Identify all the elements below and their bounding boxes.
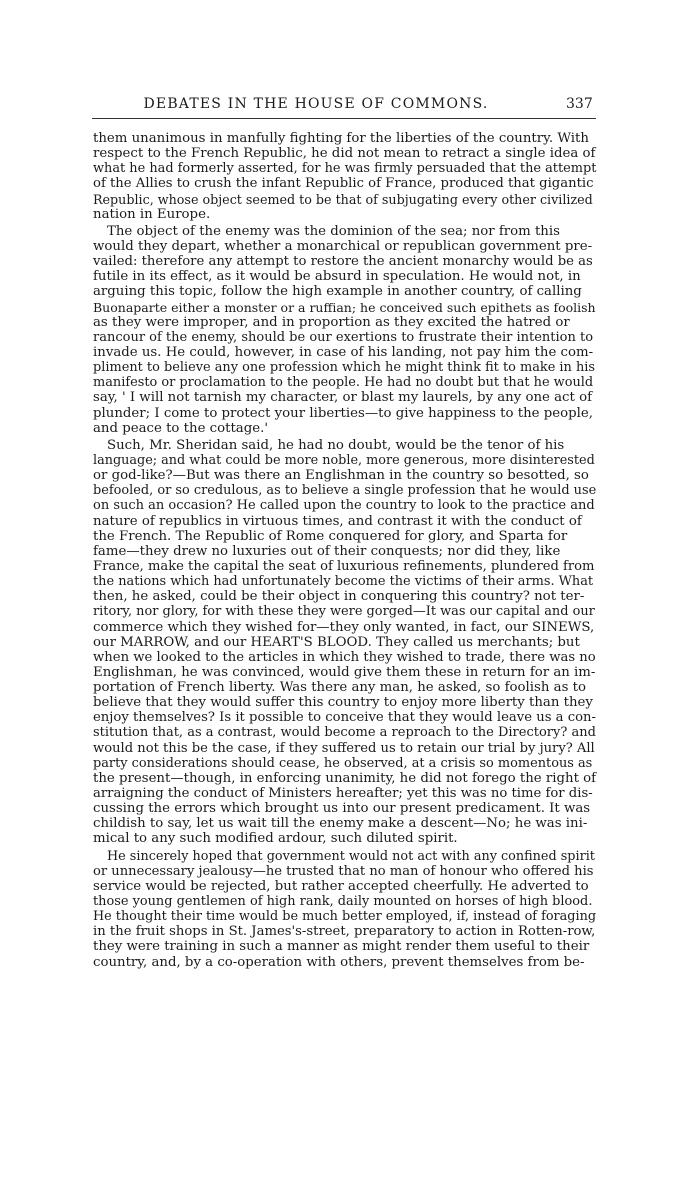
text-line: or god-like?—But was there an Englishman in the country so besotted, so [93, 468, 589, 484]
text-line: rancour of the enemy, should be our exertions to frustrate their intention to [93, 329, 594, 345]
paragraph [93, 131, 596, 222]
text-line: would not this be the case, if they suffered us to retain our trial by jury? All [93, 740, 595, 756]
text-line: plunder; I come to protect your liberties—to give happiness to the people, [93, 405, 593, 421]
text-line: arraigning the conduct of Ministers hereafter; yet this was no time for dis- [93, 786, 593, 802]
text-line: service would be rejected, but rather accepted cheerfully. He adverted to [93, 878, 589, 894]
text-line: and peace to the cottage.' [93, 420, 268, 436]
text-line: would they depart, whether a monarchical or republican government pre- [93, 238, 593, 254]
text-line: cussing the errors which brought us into our present predicament. It was [93, 801, 591, 817]
paragraph [93, 224, 596, 436]
text-line: country, and, by a co-operation with others, prevent themselves from be- [93, 954, 585, 970]
running-title: DEBATES IN THE HOUSE OF COMMONS. [143, 96, 489, 112]
text-line: commerce which they wished for—they only wanted, in fact, our SINEWS, [93, 619, 595, 635]
text-line: portation of French liberty. Was there any man, he asked, so foolish as to [93, 680, 586, 696]
text-line: nature of republics in virtuous times, and contrast it with the conduct of [93, 513, 582, 529]
text-line: mical to any such modified ardour, such diluted spirit. [93, 831, 458, 847]
text-line: the French. The Republic of Rome conquered for glory, and Sparta for [93, 528, 568, 544]
text-line: as they were improper, and in proportion as they excited the hatred or [93, 314, 570, 330]
text-line: say, ' I will not tarnish my character, or blast my laurels, by any one act of [93, 390, 592, 406]
text-line: fame—they drew no luxuries out of their conquests; nor did they, like [93, 543, 561, 559]
text-line: Such, Mr. Sheridan said, he had no doubt, would be the tenor of his [107, 437, 565, 453]
text-line: ritory, nor glory, for with these they were gorged—It was our capital and our [93, 604, 595, 620]
text-line: enjoy themselves? Is it possible to conceive that they would leave us a con- [93, 710, 596, 726]
text-line: when we looked to the articles in which they wished to trade, there was no [93, 649, 596, 665]
body-text [93, 131, 596, 970]
text-line: befooled, or so credulous, as to believe a single profession that he would use [93, 483, 597, 499]
paragraph [93, 849, 596, 970]
text-line: invade us. He could, however, in case of his landing, not pay him the com- [93, 344, 594, 360]
text-line: arguing this topic, follow the high example in another country, of calling [93, 284, 582, 300]
text-line: the nations which had unfortunately become the victims of their arms. What [93, 574, 594, 590]
text-line: Republic, whose object seemed to be that of subjugating every other civilized [93, 191, 593, 207]
text-line: language; and what could be more noble, more generous, more disinterested [93, 452, 595, 468]
text-line: respect to the French Republic, he did not mean to retract a single idea of [93, 146, 596, 162]
text-line: The object of the enemy was the dominion of the sea; nor from this [107, 223, 560, 239]
paragraph [93, 438, 596, 847]
text-line: or unnecessary jealousy—he trusted that no man of honour who offered his [93, 863, 594, 879]
text-line: party considerations should cease, he observed, at a crisis so momentous as [93, 755, 593, 771]
text-line: nation in Europe. [93, 206, 211, 222]
text-line: France, make the capital the seat of luxurious refinements, plundered from [93, 558, 595, 574]
text-line: our MARROW, and our HEART'S BLOOD. They called us merchants; but [93, 634, 580, 650]
page-header [0, 96, 694, 118]
page-number: 337 [566, 96, 593, 112]
text-line: Englishman, he was convinced, would give them these in return for an im- [93, 664, 596, 680]
text-line: of the Allies to crush the infant Republic of France, produced that gigantic [93, 176, 594, 192]
text-line: futile in its effect, as it would be absurd in speculation. He would not, in [93, 269, 581, 285]
text-line: them unanimous in manfully fighting for the liberties of the country. With [93, 131, 589, 146]
text-line: they were training in such a manner as might render them useful to their [93, 939, 590, 955]
text-line: manifesto or proclamation to the people. He had no doubt but that he would [93, 375, 594, 391]
text-line: pliment to believe any one profession which he might think fit to make in his [93, 360, 595, 376]
text-line: in the fruit shops in St. James's-street, preparatory to action in Rotten-row, [93, 924, 596, 940]
text-line: He thought their time would be much better employed, if, instead of foraging [93, 909, 597, 925]
header-rule [92, 118, 596, 119]
text-line: vailed: therefore any attempt to restore the ancient monarchy would be as [93, 254, 593, 270]
text-line: on such an occasion? He called upon the country to look to the practice and [93, 498, 595, 514]
text-line: the present—though, in enforcing unanimity, he did not forego the right of [93, 770, 597, 786]
text-line: childish to say, let us wait till the enemy make a descent—No; he was ini- [93, 816, 588, 832]
text-line: then, he asked, could be their object in conquering this country? not ter- [93, 589, 585, 605]
text-line: Buonaparte either a monster or a ruffian; he conceived such epithets as foolish [93, 299, 596, 315]
text-line: those young gentlemen of high rank, daily mounted on horses of high blood. [93, 894, 593, 910]
text-line: He sincerely hoped that government would not act with any confined spirit [107, 848, 595, 864]
text-line: what he had formerly asserted, for he was firmly persuaded that the attempt [93, 161, 597, 177]
text-line: stitution that, as a contrast, would become a reproach to the Directory? and [93, 725, 596, 741]
text-line: believe that they would suffer this country to enjoy more liberty than they [93, 695, 593, 711]
